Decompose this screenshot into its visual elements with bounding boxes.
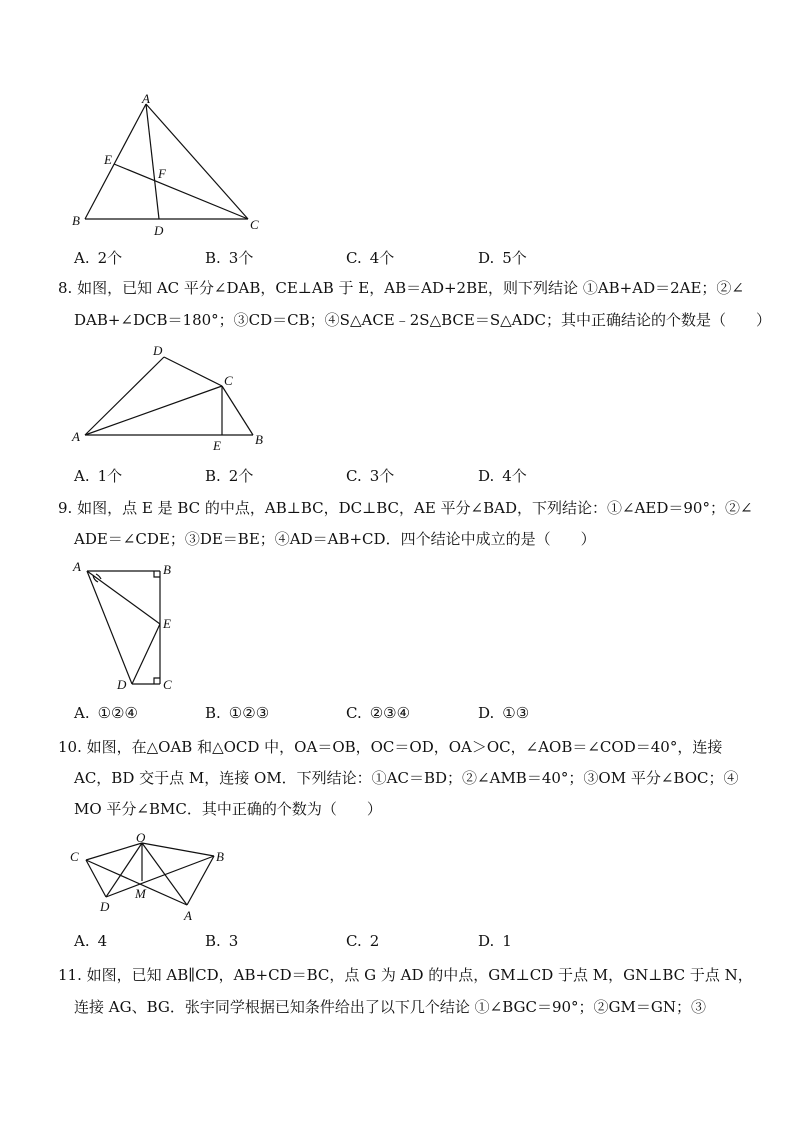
- q8-label-e: E: [213, 438, 221, 453]
- q9-question-line-1: 9. 如图，点 E 是 BC 的中点，AB⊥BC，DC⊥BC，AE 平分∠BAD，下列结论：①∠AED＝90°；②∠: [58, 499, 753, 517]
- q10-question-line-2: AC，BD 交于点 M，连接 OM．下列结论：①AC＝BD；②∠AMB＝40°；③OM 平分∠BOC；④: [74, 769, 739, 787]
- q8-option-b[interactable]: B. 2个: [205, 467, 254, 485]
- q7-options: [74, 247, 714, 269]
- q11-question-line-2: 连接 AG、BG．张宇同学根据已知条件给出了以下几个结论 ①∠BGC＝90°；②GM＝GN；③: [74, 998, 707, 1016]
- q10-label-o: O: [136, 830, 146, 845]
- q8-question-line-2: DAB+∠DCB＝180°；③CD＝CB；④S△ACE﹣2S△BCE＝S△ADC；其中正确结论的个数是（ ）: [74, 311, 771, 329]
- q9-label-d: D: [117, 677, 127, 692]
- q9-option-b[interactable]: B. ①②③: [205, 704, 270, 722]
- q8-option-c[interactable]: C. 3个: [346, 467, 395, 485]
- q7-option-d[interactable]: D. 5个: [478, 249, 527, 267]
- q10-options: [74, 932, 714, 954]
- q8-figure: [60, 340, 280, 453]
- q8-option-d[interactable]: D. 4个: [478, 467, 527, 485]
- q8-label-a: A: [72, 429, 80, 444]
- q8-question-line-1: 8. 如图，已知 AC 平分∠DAB，CE⊥AB 于 E，AB＝AD+2BE，则下列结论 ①AB+AD＝2AE；②∠: [58, 279, 744, 297]
- q9-option-a[interactable]: A. ①②④: [74, 704, 138, 722]
- q9-label-a: A: [73, 559, 81, 574]
- q9-option-d[interactable]: D. ①③: [478, 704, 530, 722]
- q10-question-line-1: 10. 如图，在△OAB 和△OCD 中，OA＝OB，OC＝OD，OA＞OC，∠AOB＝∠COD＝40°，连接: [58, 738, 723, 756]
- q9-label-e: E: [163, 616, 171, 631]
- q10-option-b[interactable]: B. 3: [205, 932, 239, 950]
- q11-question-line-1: 11. 如图，已知 AB∥CD，AB+CD＝BC，点 G 为 AD 的中点，GM⊥CD 于点 M，GN⊥BC 于点 N，: [58, 966, 753, 984]
- q7-label-e: E: [104, 152, 112, 167]
- q10-label-b: B: [216, 849, 224, 864]
- q7-option-b[interactable]: B. 3个: [205, 249, 254, 267]
- q7-label-d: D: [154, 223, 164, 238]
- q9-figure: [60, 558, 200, 698]
- q9-trapezoid-diagram: [60, 558, 200, 698]
- q8-label-d: D: [153, 343, 163, 358]
- q10-figure: [60, 828, 240, 923]
- q7-figure: [60, 92, 280, 242]
- q7-label-a: A: [142, 91, 150, 106]
- q8-quadrilateral-diagram: [60, 340, 280, 453]
- q7-label-c: C: [250, 217, 259, 232]
- q10-label-d: D: [100, 899, 110, 914]
- q10-option-a[interactable]: A. 4: [74, 932, 108, 950]
- q8-option-a[interactable]: A. 1个: [74, 467, 123, 485]
- q10-label-m: M: [135, 886, 146, 901]
- q7-triangle-diagram: [60, 92, 280, 242]
- q10-label-c: C: [70, 849, 79, 864]
- q9-label-c: C: [163, 677, 172, 692]
- q7-label-f: F: [158, 166, 166, 181]
- q9-label-b: B: [163, 562, 171, 577]
- q8-label-c: C: [224, 373, 233, 388]
- q7-option-c[interactable]: C. 4个: [346, 249, 395, 267]
- q10-label-a: A: [184, 908, 192, 923]
- q9-question-line-2: ADE＝∠CDE；③DE＝BE；④AD＝AB+CD．四个结论中成立的是（ ）: [74, 530, 596, 548]
- q7-option-a[interactable]: A. 2个: [74, 249, 123, 267]
- q7-label-b: B: [72, 213, 80, 228]
- q10-question-line-3: MO 平分∠BMC．其中正确的个数为（ ）: [74, 800, 382, 818]
- q9-option-c[interactable]: C. ②③④: [346, 704, 411, 722]
- q10-option-d[interactable]: D. 1: [478, 932, 512, 950]
- q8-options: [74, 465, 714, 487]
- q8-label-b: B: [255, 432, 263, 447]
- q10-triangles-diagram: [60, 828, 240, 923]
- q9-options: [74, 704, 714, 726]
- q10-option-c[interactable]: C. 2: [346, 932, 380, 950]
